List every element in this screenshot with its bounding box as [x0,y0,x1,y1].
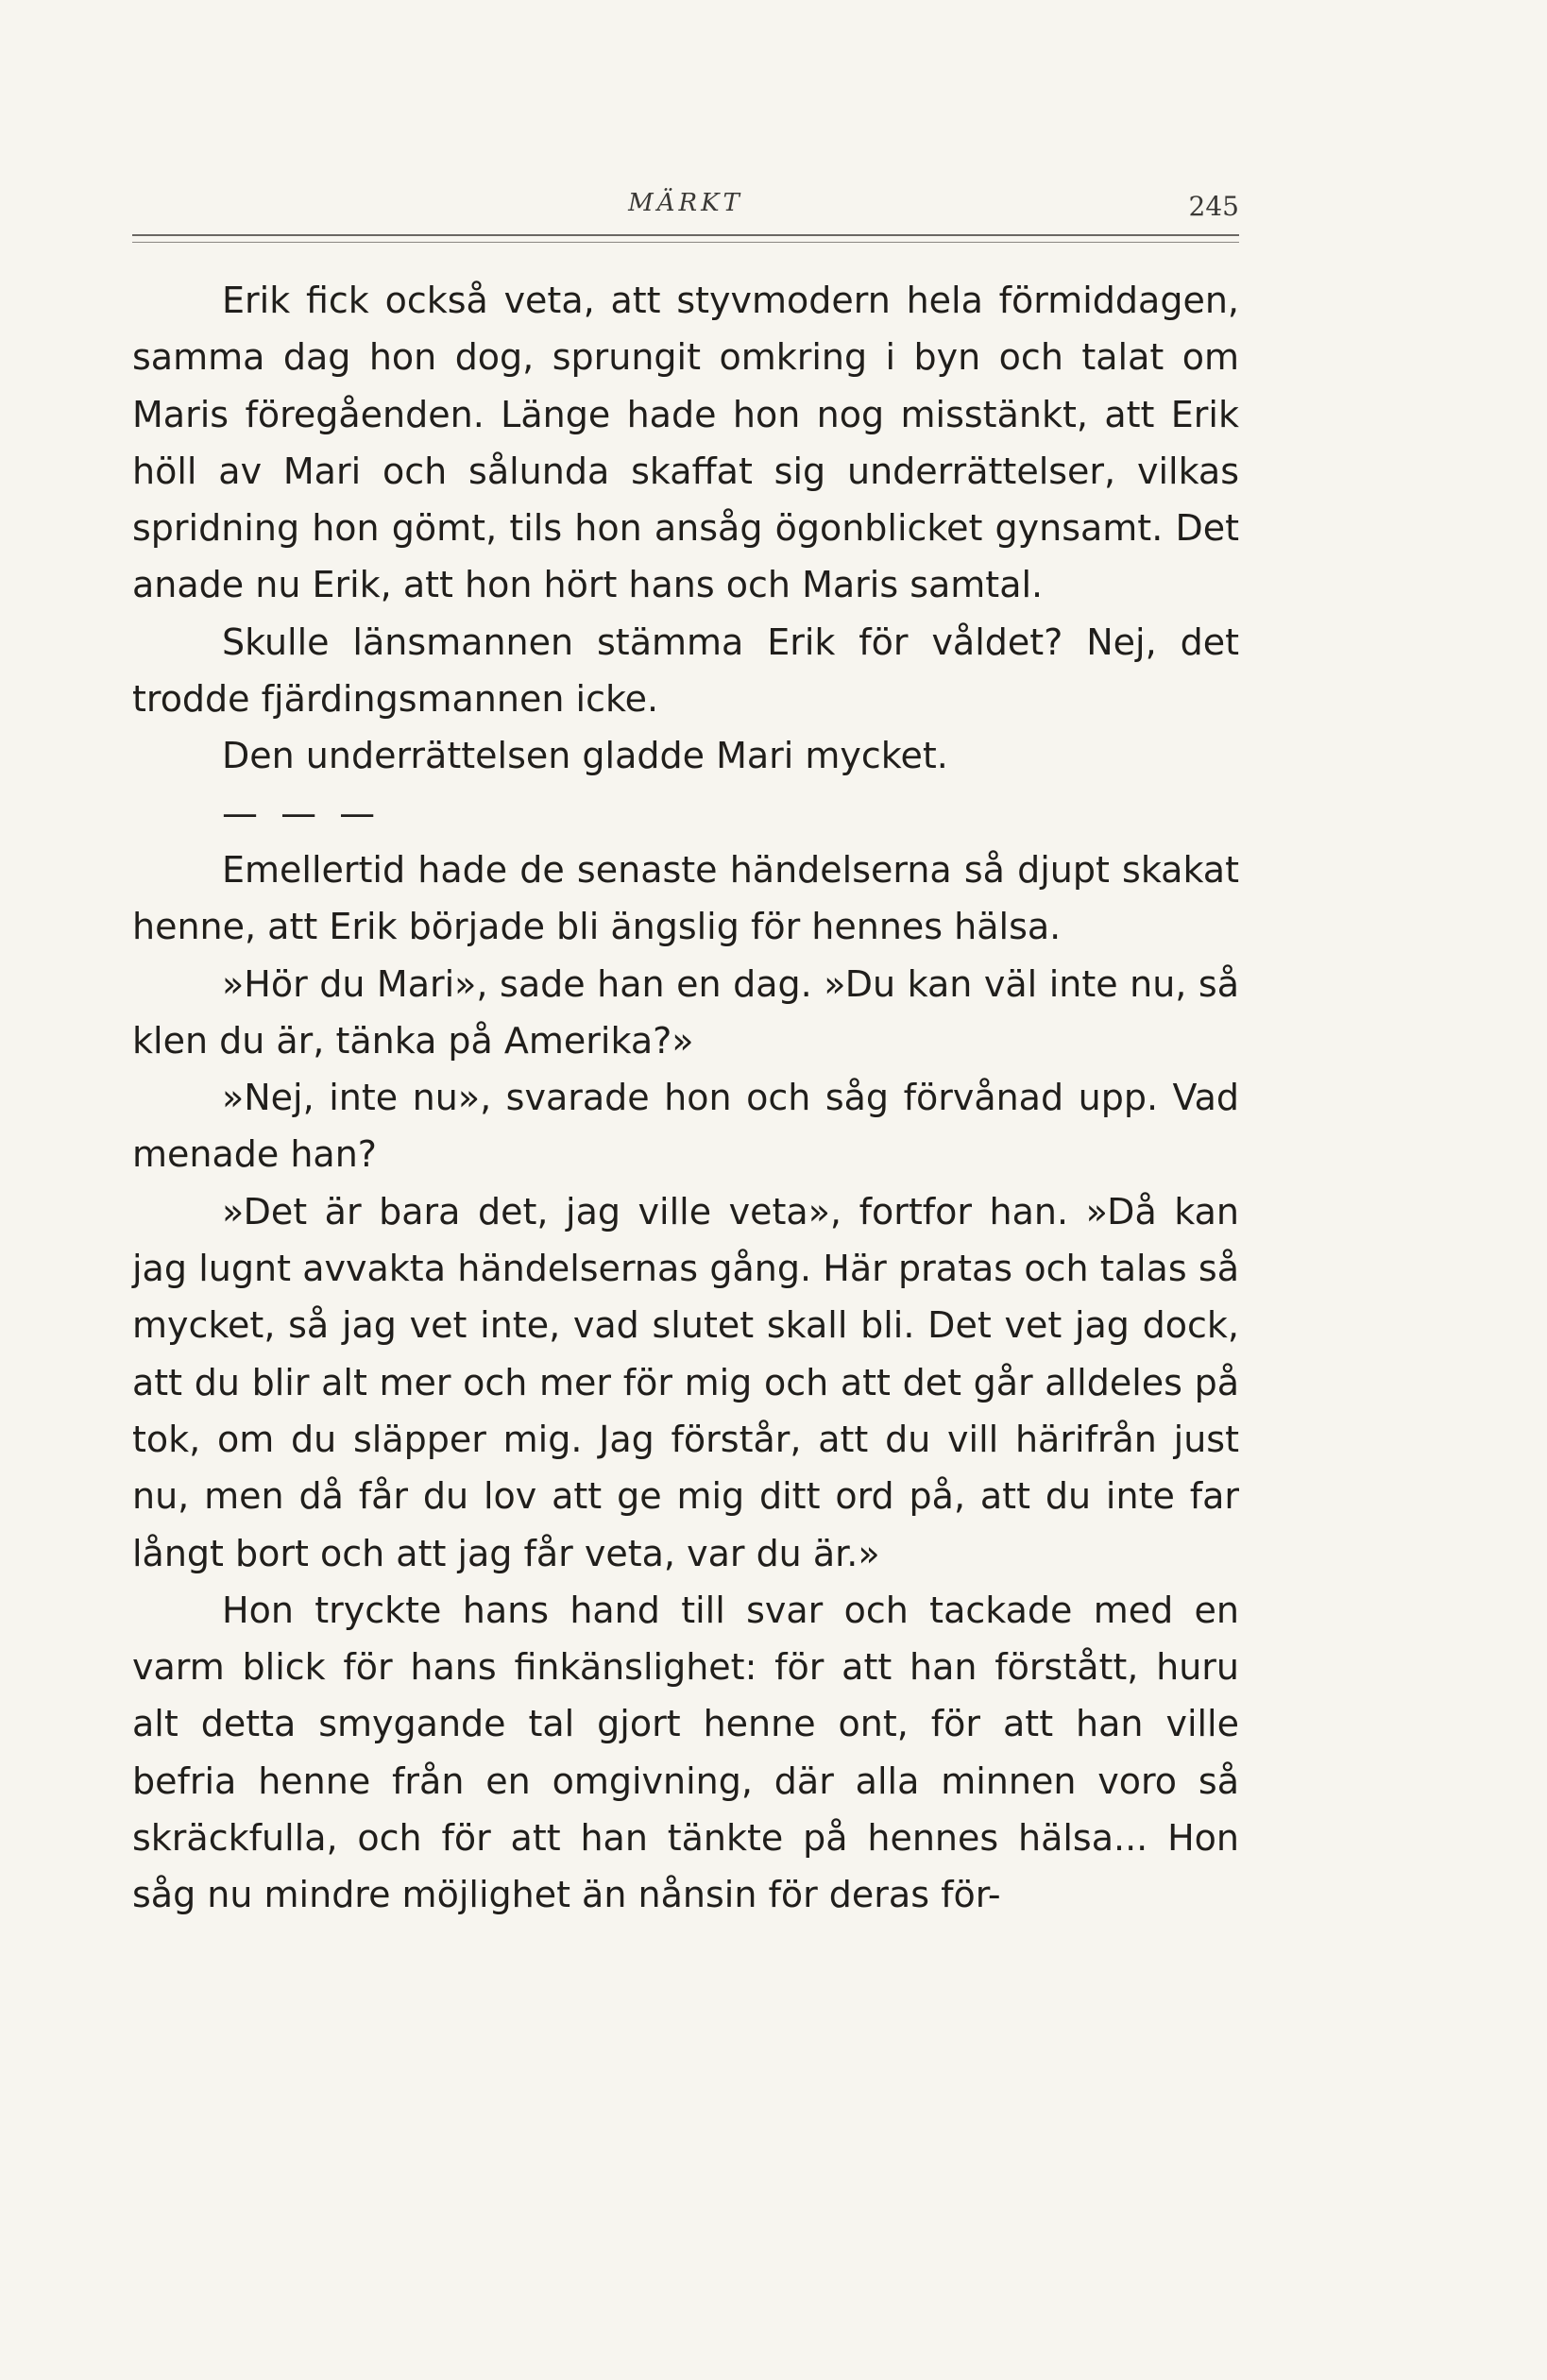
paragraph: Emellertid hade de senaste händelserna så djupt skakat henne, att Erik började bli ängslig för hennes hälsa. [132,848,1239,948]
header-rule [132,234,1239,236]
page-header [132,189,1239,227]
paragraph: Erik fick också veta, att styvmodern hela förmiddagen, samma dag hon dog, sprungit omkring i byn och talat om Maris föregåenden. Länge hade hon nog misstänkt, att Erik höll av Mari och sålunda skaffat sig underrättelser, vilkas spridning hon gömt, tils hon ansåg ögonblicket gynsamt. Det anade nu Erik, att hon hört hans och Maris samtal. [132,280,1239,606]
paragraph: »Hör du Mari», sade han en dag. »Du kan väl inte nu, så klen du är, tänka på Amerika?» [132,962,1239,1062]
paragraph: »Nej, inte nu», svarade hon och såg förvånad upp. Vad menade han? [132,1077,1239,1176]
body-text [132,272,1239,1924]
section-separator: — — — [222,791,382,834]
paragraph: Skulle länsmannen stämma Erik för våldet? Nej, det trodde fjärdingsmannen icke. [132,620,1239,721]
paragraph: Hon tryckte hans hand till svar och tackade med en varm blick för hans finkänslighet: för att han förstått, huru alt detta smygande tal gjort henne ont, för att han ville befria henne från en omgivning, där alla minnen voro så skräckfulla, och för att han tänkte på hennes hälsa... Hon såg nu mindre möjlighet än nånsin för deras för- [132,1589,1239,1916]
running-title: MÄRKT [628,189,743,217]
paragraph: »Det är bara det, jag ville veta», fortfor han. »Då kan jag lugnt avvakta händelsernas gång. Här pratas och talas så mycket, så jag vet inte, vad slutet skall bli. Det vet jag dock, att du blir alt mer och mer för mig och att det går alldeles på tok, om du släpper mig. Jag förstår, att du vill härifrån just nu, men då får du lov att ge mig ditt ord på, att du inte far långt bort och att jag får veta, var du är.» [132,1190,1239,1574]
header-rule-thin [132,242,1239,243]
paragraph: Den underrättelsen gladde Mari mycket. [222,735,948,777]
page-number: 245 [1188,191,1239,222]
